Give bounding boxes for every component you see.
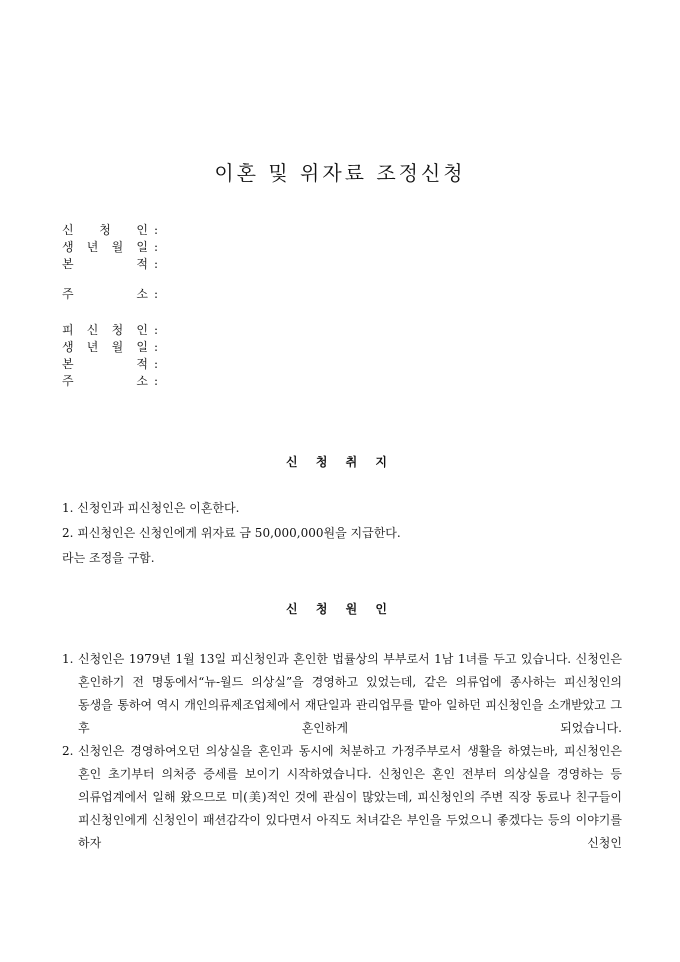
purpose-item-2: 2. 피신청인은 신청인에게 위자료 금 50,000,000원을 지급한다.: [62, 526, 401, 540]
respondent-origin-label: 본 적: [62, 357, 148, 371]
respondent-birth-row: [62, 339, 158, 356]
colon: :: [154, 257, 159, 271]
applicant-birth-row: [62, 239, 158, 256]
document-title: 이혼 및 위자료 조정신청: [214, 161, 466, 185]
reason-text: 신청인은 1979년 1월 13일 피신청인과 혼인한 법률상의 부부로서 1남 1녀를 두고 있습니다. 신청인은 혼인하기 전 명동에서“뉴-월드 의상실”을 경영하고 있었는데, 같은 의류업에 종사하는 피신청인의 동생을 통하여 역시 개인의류제조업체에서 재단일과 관리업무를 맡아 일하던 피신청인을 소개받았고 그 후 혼인하게 되었습니다.: [78, 652, 622, 735]
applicant-address-label: 주 소: [62, 287, 148, 301]
reasons-heading: 신 청 원 인: [286, 602, 394, 616]
reason-item-1: [62, 648, 622, 740]
applicant-origin-label: 본 적: [62, 257, 148, 271]
colon: :: [154, 240, 159, 254]
applicant-origin-row: [62, 256, 158, 273]
applicant-name-row: [62, 222, 158, 239]
reason-number: 1.: [62, 652, 74, 666]
purpose-item-1: 1. 신청인과 피신청인은 이혼한다.: [62, 501, 240, 515]
respondent-origin-row: [62, 356, 158, 373]
purpose-body: [62, 496, 401, 571]
reason-text: 신청인은 경영하여오던 의상실을 혼인과 동시에 처분하고 가정주부로서 생활을 하였는바, 피신청인은 혼인 초기부터 의처증 증세를 보이기 시작하였습니다. 신청인은 혼인 전부터 의상실을 경영하는 등 의류업계에서 일해 왔으므로 미(美)적인 것에 관심이 많았는데, 피신청인의 주변 직장 동료나 친구들이 피신청인에게 신청인이 패션감각이 있다면서 아직도 처녀같은 부인을 두었으니 좋겠다는 등의 이야기를 하자 신청인: [78, 744, 622, 850]
respondent-address-row: [62, 373, 158, 390]
purpose-closing: 라는 조정을 구함.: [62, 551, 155, 565]
colon: :: [154, 357, 159, 371]
reason-item-2: [62, 740, 622, 855]
respondent-address-label: 주 소: [62, 374, 148, 388]
colon: :: [154, 374, 159, 388]
colon: :: [154, 340, 159, 354]
reasons-body: [62, 648, 622, 855]
respondent-name-label: 피 신 청 인: [62, 323, 148, 337]
purpose-heading: 신 청 취 지: [286, 455, 394, 469]
respondent-block: [62, 322, 158, 390]
respondent-name-row: [62, 322, 158, 339]
colon: :: [154, 223, 159, 237]
respondent-birth-label: 생 년 월 일: [62, 340, 148, 354]
applicant-block: [62, 222, 158, 303]
applicant-name-label: 신 청 인: [62, 223, 148, 237]
applicant-birth-label: 생 년 월 일: [62, 240, 148, 254]
colon: :: [154, 287, 159, 301]
colon: :: [154, 323, 159, 337]
reason-number: 2.: [62, 744, 74, 758]
applicant-address-row: [62, 286, 158, 303]
